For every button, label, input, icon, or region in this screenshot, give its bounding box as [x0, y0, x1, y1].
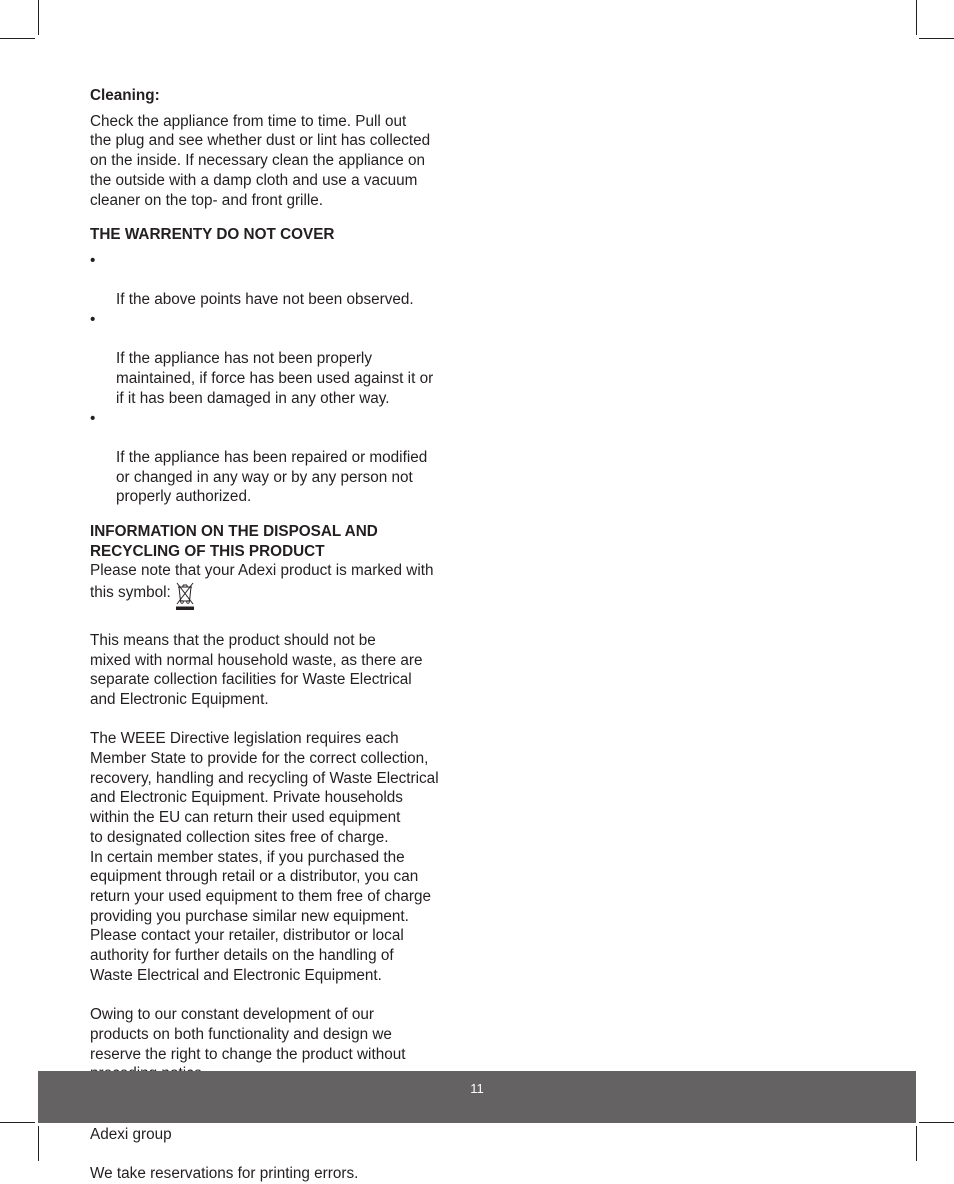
disposal-section	[90, 522, 470, 1084]
warranty-list-item	[90, 310, 470, 409]
spacer	[90, 710, 470, 730]
spacer	[90, 986, 470, 1006]
warranty-list	[90, 251, 470, 507]
crop-mark-bottom-left-horizontal	[0, 1122, 35, 1123]
crop-mark-top-right-horizontal	[919, 38, 954, 39]
warranty-item-text: If the appliance has not been properly maintained, if force has been used against it or if it has been damaged in any other way.	[116, 350, 434, 407]
crop-mark-bottom-right-vertical	[916, 1126, 917, 1161]
cleaning-text: Check the appliance from time to time. Pull out the plug and see whether dust or lint has collected on the inside. If necessary clean the appliance on the outside with a damp cloth and use a vacuum cleaner on the top- and front grille.	[90, 112, 431, 209]
warranty-item-text: If the appliance has been repaired or modified or changed in any way or by any person not properly authorized.	[116, 448, 428, 506]
symbol-line	[90, 561, 470, 611]
disposal-paragraph-1: This means that the product should not be mixed with normal household waste, as there are separate collection facilities for Waste Electrical and Electronic Equipment.	[90, 631, 423, 708]
bullet-point: •	[90, 311, 96, 329]
disposal-heading: INFORMATION ON THE DISPOSAL AND RECYCLING OF THIS PRODUCT	[90, 523, 378, 560]
crop-mark-bottom-left-vertical	[38, 1126, 39, 1161]
text-column	[90, 86, 470, 1184]
spacer	[90, 507, 470, 522]
crossed-out-wheelie-bin-icon	[175, 581, 195, 611]
disposal-paragraph-2: The WEEE Directive legislation requires each Member State to provide for the correct collection, recovery, handling and recycling of Waste Electrical and Electronic Equipment. Private households within the EU can return their used equipment to designated collection sites free of charge. In certain member states, if you purchased the equipment through retail or a distributor, you can return your used equipment to them free of charge providing you purchase similar new equipment. Please contact your retailer, distributor or local authority for further details on the handling of Waste Electrical and Electronic Equipment.	[90, 730, 439, 984]
spacer	[90, 611, 470, 631]
warranty-list-item	[90, 409, 470, 508]
spacer	[90, 210, 470, 225]
warranty-section	[90, 225, 470, 507]
warranty-item-text: If the above points have not been observed.	[116, 291, 414, 309]
cleaning-section	[90, 86, 470, 210]
warranty-list-item	[90, 251, 470, 310]
crop-mark-bottom-right-horizontal	[919, 1122, 954, 1123]
bullet-point: •	[90, 409, 96, 427]
page-number: 11	[470, 1081, 484, 1096]
spacer	[90, 1144, 470, 1164]
printing-errors-note: We take reservations for printing errors.	[90, 1165, 359, 1183]
cleaning-heading: Cleaning:	[90, 87, 160, 104]
symbol-line-text: Please note that your Adexi product is marked with this symbol:	[90, 562, 434, 602]
crop-mark-top-right-vertical	[916, 0, 917, 35]
disposal-paragraph-3: Owing to our constant development of our products on both functionality and design we reserve the right to change the product without	[90, 1006, 406, 1063]
crop-mark-top-left-horizontal	[0, 38, 35, 39]
importer-name: Adexi group	[90, 1125, 172, 1143]
footer-bar	[38, 1071, 916, 1123]
warranty-heading: THE WARRENTY DO NOT COVER	[90, 226, 335, 244]
bullet-point: •	[90, 251, 96, 269]
crop-mark-top-left-vertical	[38, 0, 39, 35]
